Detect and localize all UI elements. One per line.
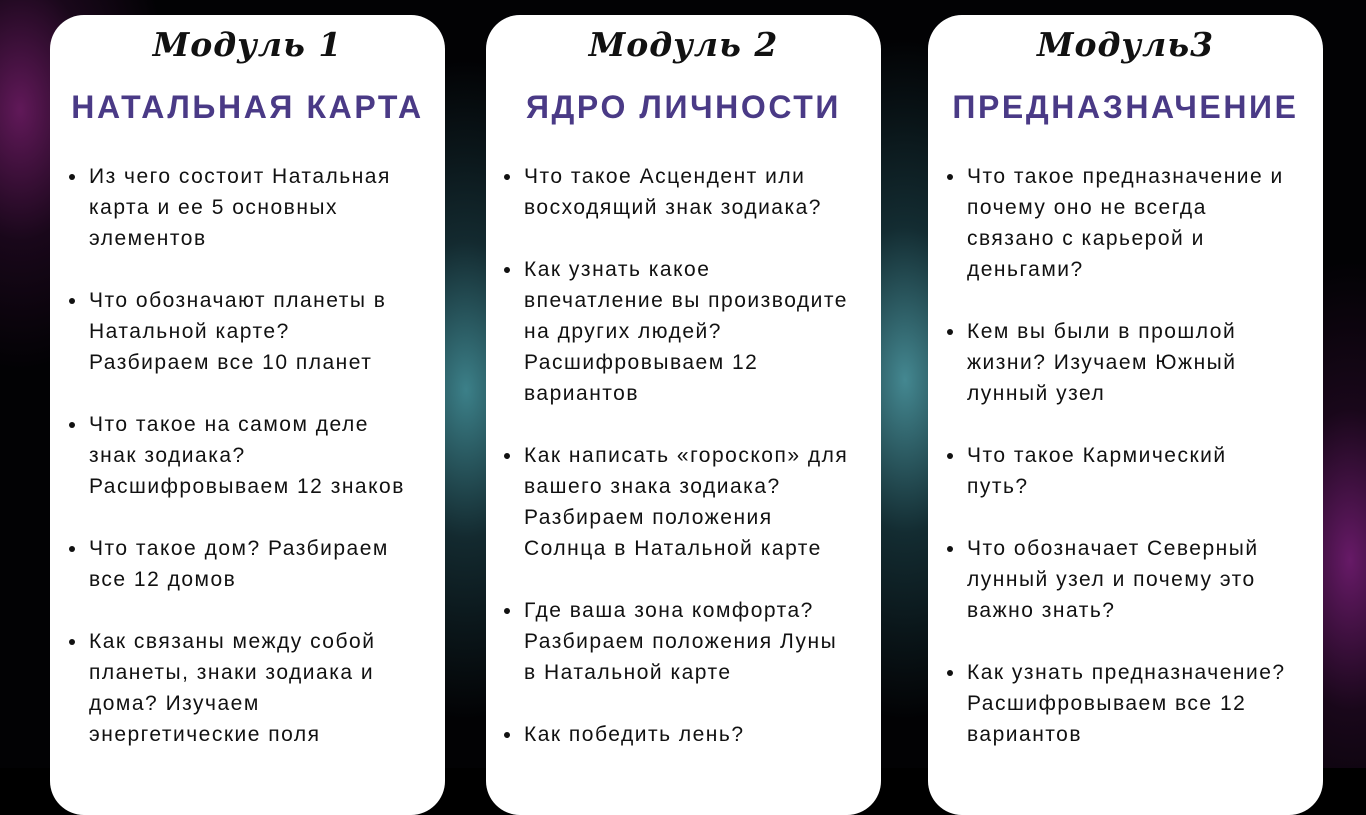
topic-item: Что такое Асцендент или восходящий знак зодиака? [524, 161, 881, 223]
topic-item: Как узнать какое впечатление вы производите на других людей? Расшифровываем 12 вариантов [524, 254, 881, 409]
topic-item: Как написать «гороскоп» для вашего знака зодиака? Разбираем положения Солнца в Натальной карте [524, 440, 881, 564]
topic-item: Что такое дом? Разбираем все 12 домов [89, 533, 445, 595]
module-label: Модуль 1 [152, 25, 343, 64]
module-label: Модуль3 [1036, 25, 1215, 64]
topic-item: Что такое на самом деле знак зодиака? Расшифровываем 12 знаков [89, 409, 445, 502]
topic-item: Что обозначает Северный лунный узел и почему это важно знать? [967, 533, 1323, 626]
module-title: ЯДРО ЛИЧНОСТИ [525, 89, 842, 125]
topic-list [50, 161, 445, 781]
topic-list [486, 161, 881, 781]
topic-item: Что обозначают планеты в Натальной карте? Разбираем все 10 планет [89, 285, 445, 378]
module-title: ПРЕДНАЗНАЧЕНИЕ [952, 89, 1299, 125]
module-card-3 [928, 15, 1323, 815]
topic-item: Как узнать предназначение? Расшифровываем все 12 вариантов [967, 657, 1323, 750]
module-title: НАТАЛЬНАЯ КАРТА [71, 89, 424, 125]
topic-item: Как связаны между собой планеты, знаки зодиака и дома? Изучаем энергетические поля [89, 626, 445, 750]
topic-item: Из чего состоит Натальная карта и ее 5 основных элементов [89, 161, 445, 254]
module-label: Модуль 2 [588, 25, 779, 64]
topic-item: Кем вы были в прошлой жизни? Изучаем Южный лунный узел [967, 316, 1323, 409]
topic-item: Что такое Кармический путь? [967, 440, 1323, 502]
topic-item: Как победить лень? [524, 719, 881, 750]
module-card-1 [50, 15, 445, 815]
topic-list [928, 161, 1323, 781]
topic-item: Где ваша зона комфорта? Разбираем положения Луны в Натальной карте [524, 595, 881, 688]
module-card-2 [486, 15, 881, 815]
topic-item: Что такое предназначение и почему оно не всегда связано с карьерой и деньгами? [967, 161, 1323, 285]
